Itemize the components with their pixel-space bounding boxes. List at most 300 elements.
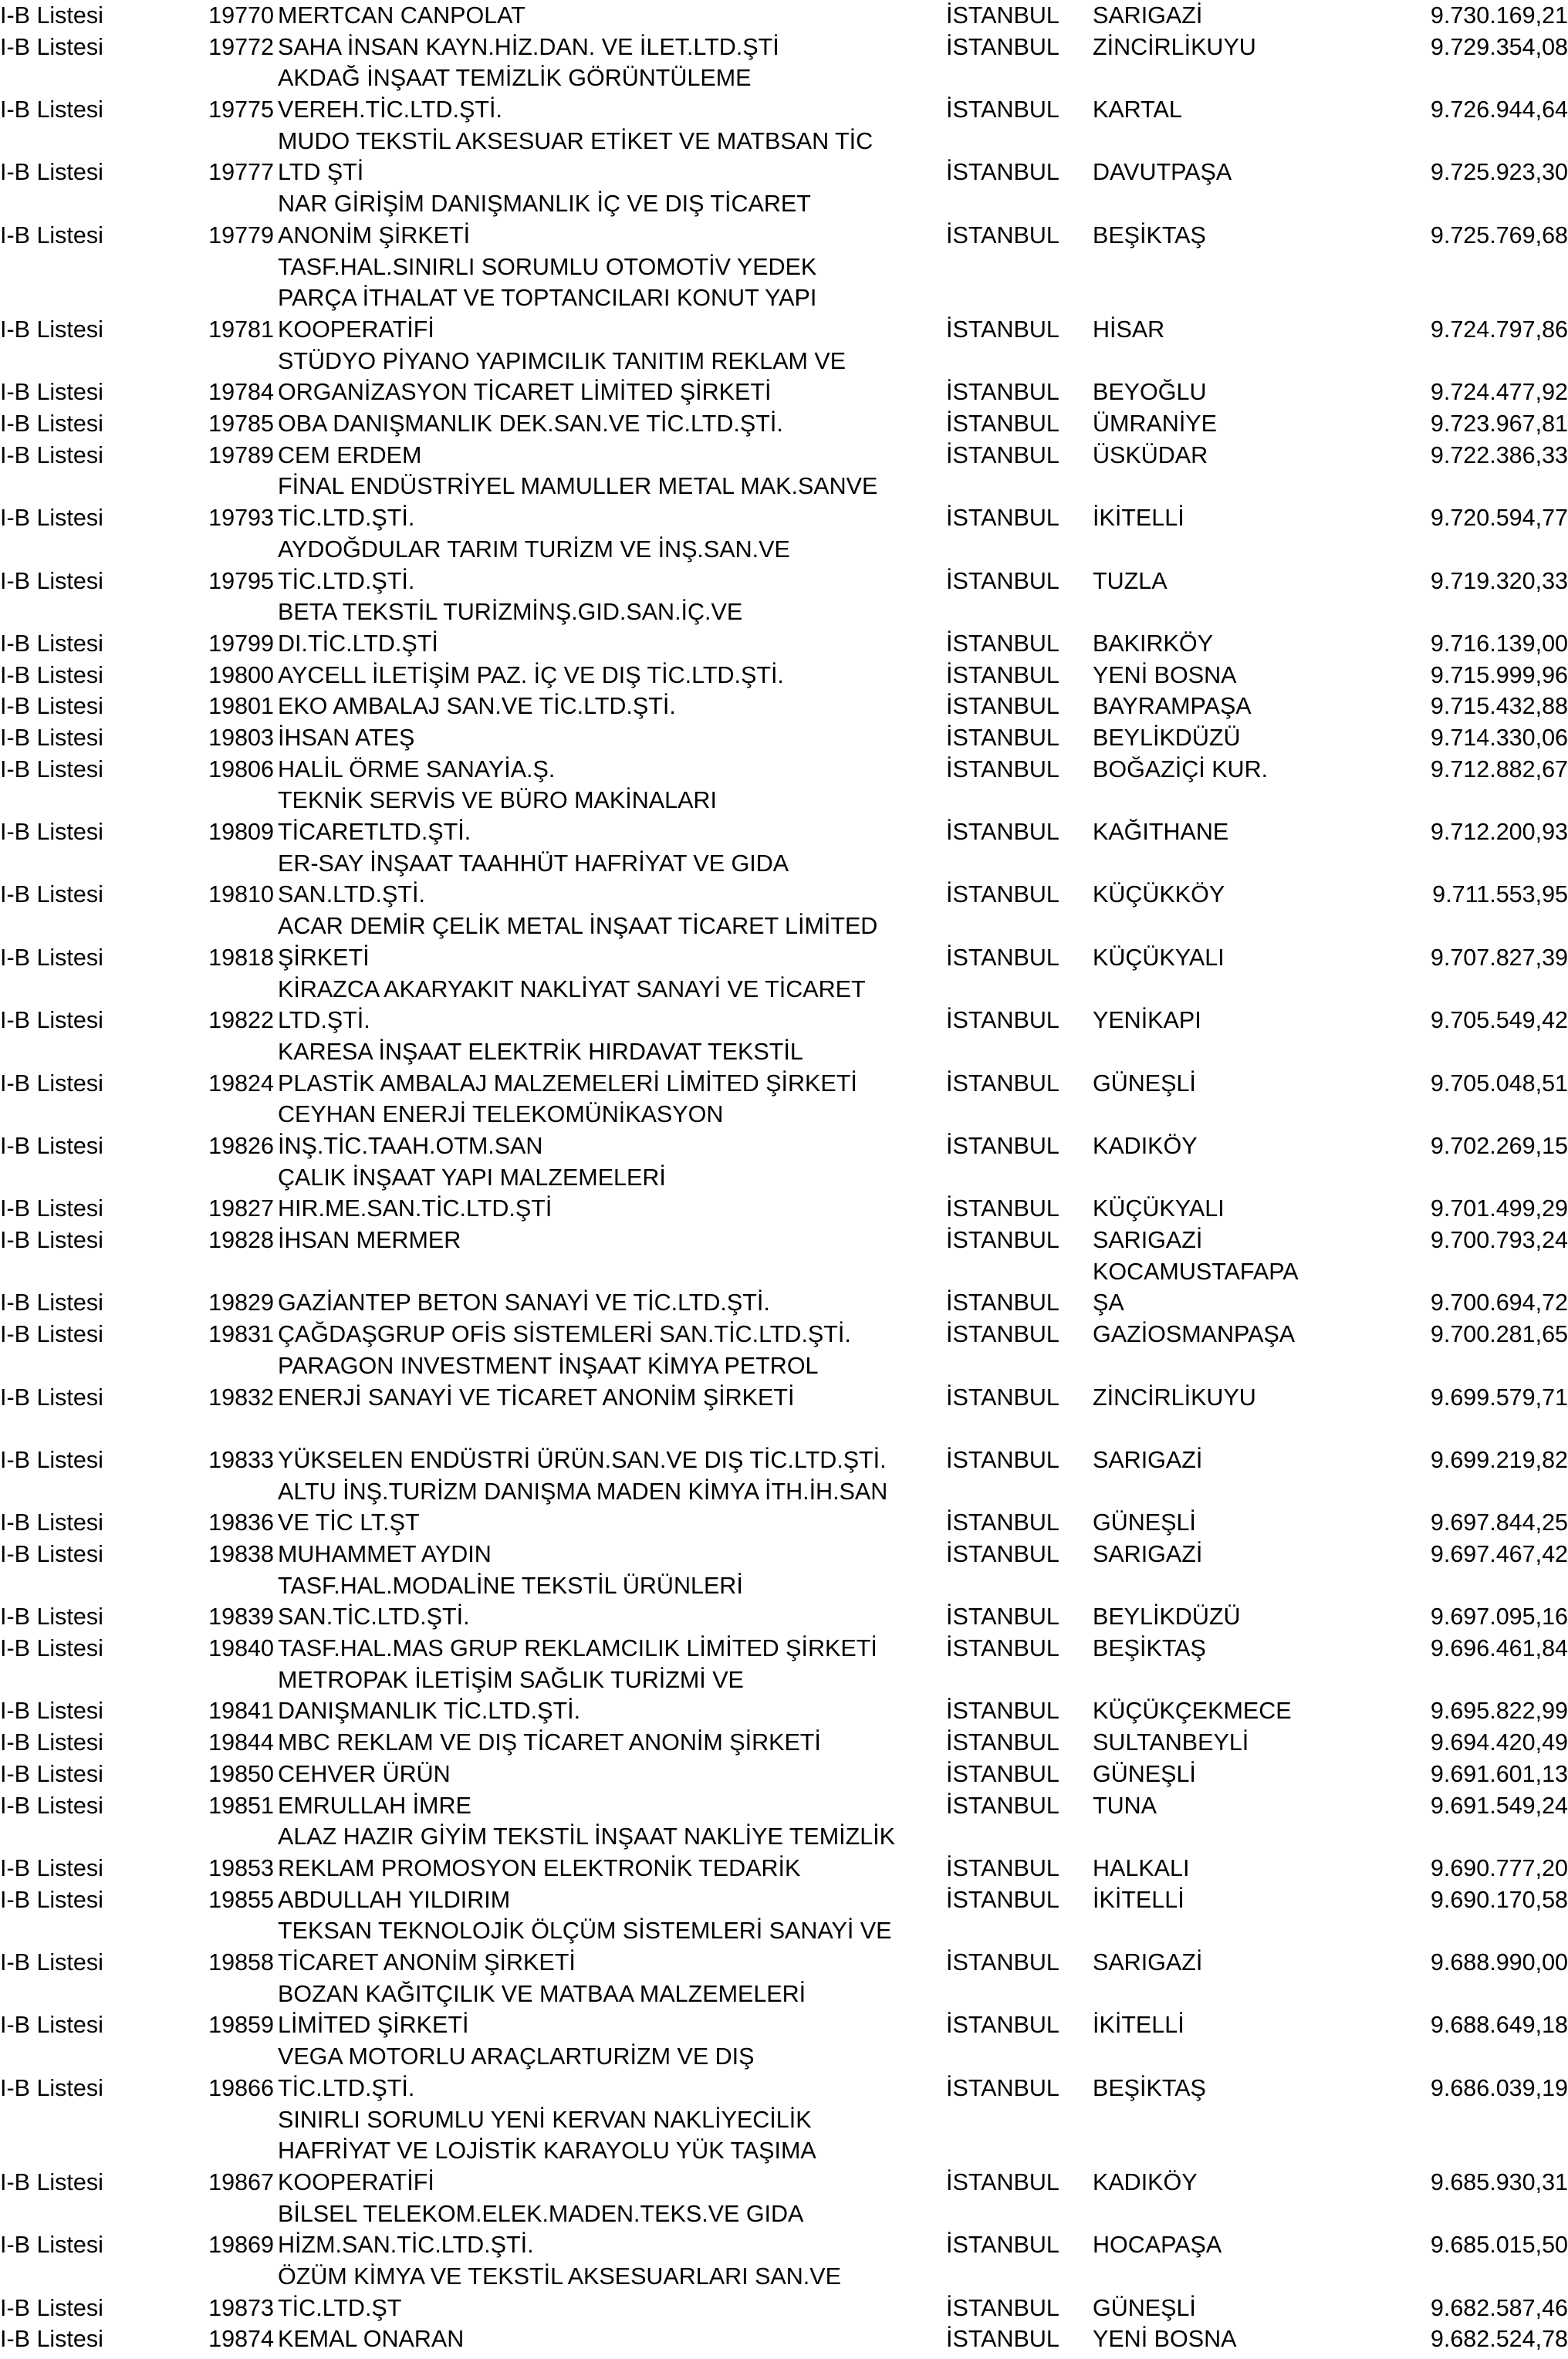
company-name-line: TEKSAN TEKNOLOJİK ÖLÇÜM SİSTEMLERİ SANAYİ VE <box>278 1918 892 1945</box>
company-name-line: BOZAN KAĞITÇILIK VE MATBAA MALZEMELERİ <box>278 1980 806 2007</box>
company-name-line: ENERJİ SANAYİ VE TİCARET ANONİM ŞİRKETİ <box>278 1384 795 1411</box>
table-row <box>0 1413 1568 1475</box>
record-number-cell: 19867 <box>208 2168 274 2195</box>
record-number-cell: 19795 <box>208 567 274 594</box>
record-number-cell: 19851 <box>208 1792 274 1819</box>
amount-cell: 9.700.281,65 <box>1430 1321 1568 1348</box>
company-name-line: HAFRİYAT VE LOJİSTİK KARAYOLU YÜK TAŞIMA <box>278 2138 816 2165</box>
company-name-cell <box>278 691 676 722</box>
city-cell: İSTANBUL <box>946 567 1059 594</box>
table-row <box>0 1225 1568 1256</box>
company-name-cell <box>278 471 877 533</box>
company-name-line: ÖZÜM KİMYA VE TEKSTİL AKSESUARLARI SAN.VE <box>278 2263 841 2290</box>
district-line: GÜNEŞLİ <box>1093 2294 1196 2321</box>
city-cell: İSTANBUL <box>946 724 1059 751</box>
company-name-line: KARESA İNŞAAT ELEKTRİK HIRDAVAT TEKSTİL <box>278 1038 803 1065</box>
district-cell <box>1093 408 1217 440</box>
record-number-cell: 19801 <box>208 693 274 720</box>
company-name-line: GAZİANTEP BETON SANAYİ VE TİC.LTD.ŞTİ. <box>278 1289 770 1316</box>
company-name-cell <box>278 597 742 659</box>
city-cell: İSTANBUL <box>946 1604 1059 1631</box>
district-cell <box>1093 1539 1202 1570</box>
record-number-cell: 19873 <box>208 2294 274 2321</box>
company-name-line: MUDO TEKSTİL AKSESUAR ETİKET VE MATBSAN TİC <box>278 127 874 154</box>
table-row <box>0 1727 1568 1759</box>
table-row <box>0 1759 1568 1790</box>
company-name-line: HİZM.SAN.TİC.LTD.ŞTİ. <box>278 2232 534 2259</box>
company-name-cell <box>278 2261 841 2324</box>
amount-cell: 9.714.330,06 <box>1430 724 1568 751</box>
district-cell <box>1093 1319 1295 1350</box>
company-name-line: VEGA MOTORLU ARAÇLARTURİZM VE DIŞ <box>278 2043 755 2070</box>
company-name-line: DI.TİC.LTD.ŞTİ <box>278 630 438 657</box>
list-type-cell: I-B Listesi <box>0 2168 103 2195</box>
list-type-cell: I-B Listesi <box>0 2074 103 2101</box>
city-cell: İSTANBUL <box>946 2232 1059 2259</box>
record-number-cell: 19803 <box>208 724 274 751</box>
list-type-cell: I-B Listesi <box>0 316 103 343</box>
city-cell: İSTANBUL <box>946 159 1059 186</box>
company-name-line: PLASTİK AMBALAJ MALZEMELERİ LİMİTED ŞİRKETİ <box>278 1070 857 1097</box>
district-cell <box>1093 157 1232 188</box>
city-cell: İSTANBUL <box>946 1635 1059 1662</box>
city-cell: İSTANBUL <box>946 1854 1059 1881</box>
company-name-cell <box>278 1350 819 1413</box>
company-name-line: EMRULLAH İMRE <box>278 1792 471 1819</box>
city-cell: İSTANBUL <box>946 1760 1059 1787</box>
table-row <box>0 2041 1568 2104</box>
district-cell <box>1093 628 1213 660</box>
list-type-cell: I-B Listesi <box>0 661 103 688</box>
table-row <box>0 848 1568 911</box>
company-name-line: VEREH.TİC.LTD.ŞTİ. <box>278 96 502 123</box>
record-number-cell: 19827 <box>208 1195 274 1222</box>
record-number-cell: 19831 <box>208 1321 274 1348</box>
district-cell <box>1093 2009 1184 2041</box>
company-name-line: ORGANİZASYON TİCARET LİMİTED ŞİRKETİ <box>278 379 772 406</box>
district-line: KÜÇÜKÇEKMECE <box>1093 1698 1292 1725</box>
city-cell: İSTANBUL <box>946 1446 1059 1473</box>
district-line: HOCAPAŞA <box>1093 2232 1222 2259</box>
list-type-cell: I-B Listesi <box>0 1854 103 1881</box>
record-number-cell: 19770 <box>208 2 274 29</box>
amount-cell: 9.682.524,78 <box>1430 2326 1568 2353</box>
city-cell: İSTANBUL <box>946 2168 1059 2195</box>
amount-cell: 9.716.139,00 <box>1430 630 1568 657</box>
table-row <box>0 911 1568 973</box>
district-line: HİSAR <box>1093 316 1165 343</box>
company-name-line: İHSAN ATEŞ <box>278 724 415 751</box>
list-type-cell: I-B Listesi <box>0 1729 103 1756</box>
district-line: HALKALI <box>1093 1854 1190 1881</box>
district-cell <box>1093 660 1236 691</box>
district-line: BEYOĞLU <box>1093 379 1207 406</box>
district-line: ÜSKÜDAR <box>1093 441 1208 468</box>
table-row <box>0 1570 1568 1633</box>
company-name-line: TASF.HAL.SINIRLI SORUMLU OTOMOTİV YEDEK <box>278 253 817 280</box>
record-number-cell: 19836 <box>208 1509 274 1536</box>
amount-cell: 9.685.930,31 <box>1430 2168 1568 2195</box>
amount-cell: 9.700.694,72 <box>1430 1289 1568 1316</box>
amount-cell: 9.712.882,67 <box>1430 755 1568 782</box>
table-row <box>0 2261 1568 2324</box>
list-type-cell: I-B Listesi <box>0 33 103 60</box>
table-row <box>0 1036 1568 1099</box>
list-type-cell: I-B Listesi <box>0 505 103 532</box>
district-line: DAVUTPAŞA <box>1093 159 1232 186</box>
district-line: GÜNEŞLİ <box>1093 1070 1196 1097</box>
amount-cell: 9.695.822,99 <box>1430 1698 1568 1725</box>
district-cell <box>1093 1601 1241 1633</box>
district-cell <box>1093 377 1206 408</box>
company-name-cell <box>278 0 525 32</box>
list-type-cell: I-B Listesi <box>0 96 103 123</box>
company-name-cell <box>278 126 873 188</box>
district-line: KADIKÖY <box>1093 2168 1198 2195</box>
district-line: KADIKÖY <box>1093 1132 1198 1159</box>
table-row <box>0 0 1568 32</box>
city-cell: İSTANBUL <box>946 944 1059 971</box>
district-line: BEŞİKTAŞ <box>1093 1635 1206 1662</box>
district-cell <box>1093 1727 1249 1759</box>
city-cell: İSTANBUL <box>946 2 1059 29</box>
company-name-line: LİMİTED ŞİRKETİ <box>278 2012 469 2039</box>
company-name-line: TEKNİK SERVİS VE BÜRO MAKİNALARI <box>278 787 717 814</box>
company-name-cell <box>278 1884 510 1916</box>
district-line: KOCAMUSTAFAPA <box>1093 1258 1299 1285</box>
company-name-line: EKO AMBALAJ SAN.VE TİC.LTD.ŞTİ. <box>278 693 676 720</box>
district-cell <box>1093 502 1184 534</box>
company-name-line: SINIRLI SORUMLU YENİ KERVAN NAKLİYECİLİK <box>278 2106 812 2133</box>
record-number-cell: 19789 <box>208 441 274 468</box>
table-row <box>0 1350 1568 1413</box>
record-number-cell: 19777 <box>208 159 274 186</box>
district-cell <box>1093 1633 1206 1664</box>
list-type-cell: I-B Listesi <box>0 2326 103 2353</box>
company-name-cell <box>278 2104 816 2198</box>
list-type-cell: I-B Listesi <box>0 2232 103 2259</box>
district-cell <box>1093 94 1182 126</box>
city-cell: İSTANBUL <box>946 1886 1059 1913</box>
table-row <box>0 1633 1568 1664</box>
amount-cell: 9.690.170,58 <box>1430 1886 1568 1913</box>
amount-cell: 9.724.797,86 <box>1430 316 1568 343</box>
company-name-cell <box>278 660 784 691</box>
list-type-cell: I-B Listesi <box>0 1289 103 1316</box>
company-name-line: KEMAL ONARAN <box>278 2326 465 2353</box>
company-name-line <box>278 1413 887 1445</box>
company-name-line: ABDULLAH YILDIRIM <box>278 1886 511 1913</box>
list-type-cell: I-B Listesi <box>0 819 103 846</box>
company-name-line: MUHAMMET AYDIN <box>278 1541 492 1567</box>
list-type-cell: I-B Listesi <box>0 881 103 908</box>
company-name-line: DANIŞMANLIK TİC.LTD.ŞTİ. <box>278 1698 581 1725</box>
district-cell <box>1093 754 1268 786</box>
record-number-cell: 19826 <box>208 1132 274 1159</box>
list-type-cell: I-B Listesi <box>0 724 103 751</box>
record-number-cell: 19850 <box>208 1760 274 1787</box>
company-name-line: SAN.LTD.ŞTİ. <box>278 881 425 908</box>
amount-cell: 9.724.477,92 <box>1430 379 1568 406</box>
record-number-cell: 19793 <box>208 505 274 532</box>
company-name-line: SAN.TİC.LTD.ŞTİ. <box>278 1604 470 1631</box>
list-type-cell: I-B Listesi <box>0 1635 103 1662</box>
district-line: ŞA <box>1093 1289 1124 1316</box>
list-type-cell: I-B Listesi <box>0 2 103 29</box>
table-row <box>0 471 1568 533</box>
amount-cell: 9.715.432,88 <box>1430 693 1568 720</box>
company-name-line: HIR.ME.SAN.TİC.LTD.ŞTİ <box>278 1195 553 1222</box>
district-line: SARIGAZİ <box>1093 1949 1203 1975</box>
company-name-cell <box>278 32 779 63</box>
list-type-cell: I-B Listesi <box>0 1541 103 1567</box>
list-type-cell: I-B Listesi <box>0 693 103 720</box>
district-cell <box>1093 691 1252 722</box>
list-type-cell: I-B Listesi <box>0 221 103 248</box>
company-name-cell <box>278 722 414 754</box>
district-cell <box>1093 1507 1196 1539</box>
table-row <box>0 691 1568 722</box>
district-cell <box>1093 816 1228 848</box>
list-type-cell: I-B Listesi <box>0 1384 103 1411</box>
record-number-cell: 19810 <box>208 881 274 908</box>
company-name-cell <box>278 2324 464 2355</box>
list-type-cell: I-B Listesi <box>0 1792 103 1819</box>
record-number-cell: 19855 <box>208 1886 274 1913</box>
record-number-cell: 19822 <box>208 1007 274 1034</box>
company-name-cell <box>278 252 816 346</box>
list-type-cell: I-B Listesi <box>0 567 103 594</box>
record-number-cell: 19781 <box>208 316 274 343</box>
record-number-cell: 19784 <box>208 379 274 406</box>
amount-cell: 9.729.354,08 <box>1430 33 1568 60</box>
company-name-cell <box>278 1570 743 1633</box>
city-cell: İSTANBUL <box>946 505 1059 532</box>
amount-cell: 9.705.549,42 <box>1430 1007 1568 1034</box>
city-cell: İSTANBUL <box>946 1227 1059 1254</box>
amount-cell: 9.711.553,95 <box>1432 881 1568 908</box>
city-cell: İSTANBUL <box>946 96 1059 123</box>
amount-cell: 9.688.649,18 <box>1430 2012 1568 2039</box>
amount-cell: 9.685.015,50 <box>1430 2232 1568 2259</box>
list-type-cell: I-B Listesi <box>0 379 103 406</box>
amount-cell: 9.688.990,00 <box>1430 1949 1568 1975</box>
table-row <box>0 1915 1568 1978</box>
record-number-cell: 19785 <box>208 411 274 438</box>
list-type-cell: I-B Listesi <box>0 1195 103 1222</box>
table-row <box>0 1099 1568 1161</box>
amount-cell: 9.697.467,42 <box>1430 1541 1568 1567</box>
district-line: ZİNCİRLİKUYU <box>1093 33 1256 60</box>
city-cell: İSTANBUL <box>946 2326 1059 2353</box>
district-cell <box>1093 2073 1206 2104</box>
table-row <box>0 660 1568 691</box>
amount-cell: 9.722.386,33 <box>1430 441 1568 468</box>
company-name-line: YÜKSELEN ENDÜSTRİ ÜRÜN.SAN.VE DIŞ TİC.LTD.ŞTİ. <box>278 1446 887 1473</box>
amount-cell: 9.700.793,24 <box>1430 1227 1568 1254</box>
record-number-cell: 19874 <box>208 2326 274 2353</box>
company-name-line: TİCARETLTD.ŞTİ. <box>278 819 471 846</box>
company-name-line: ÇALIK İNŞAAT YAPI MALZEMELERİ <box>278 1164 666 1191</box>
amount-cell: 9.720.594,77 <box>1430 505 1568 532</box>
company-name-cell <box>278 1633 877 1664</box>
record-number-cell: 19818 <box>208 944 274 971</box>
city-cell: İSTANBUL <box>946 1949 1059 1975</box>
district-cell <box>1093 1884 1184 1916</box>
district-line: İKİTELLİ <box>1093 1886 1184 1913</box>
company-name-line: TİCARET ANONİM ŞİRKETİ <box>278 1949 576 1975</box>
city-cell: İSTANBUL <box>946 2294 1059 2321</box>
city-cell: İSTANBUL <box>946 630 1059 657</box>
company-name-line: SAHA İNSAN KAYN.HİZ.DAN. VE İLET.LTD.ŞTİ <box>278 33 779 60</box>
city-cell: İSTANBUL <box>946 1321 1059 1348</box>
company-name-cell <box>278 1413 887 1475</box>
amount-cell: 9.723.967,81 <box>1430 411 1568 438</box>
company-name-line: MBC REKLAM VE DIŞ TİCARET ANONİM ŞİRKETİ <box>278 1729 821 1756</box>
table-row <box>0 1256 1568 1319</box>
company-name-line: TİC.LTD.ŞT <box>278 2294 402 2321</box>
company-name-line: KİRAZCA AKARYAKIT NAKLİYAT SANAYİ VE TİCARET <box>278 975 866 1002</box>
company-name-cell <box>278 1319 851 1350</box>
city-cell: İSTANBUL <box>946 661 1059 688</box>
table-row <box>0 2198 1568 2261</box>
district-line: BEŞİKTAŞ <box>1093 2074 1206 2101</box>
table-row <box>0 252 1568 346</box>
amount-cell: 9.725.769,68 <box>1430 221 1568 248</box>
district-line: KARTAL <box>1093 96 1182 123</box>
district-cell <box>1093 1853 1189 1884</box>
district-cell <box>1093 1695 1292 1727</box>
list-type-cell: I-B Listesi <box>0 1698 103 1725</box>
company-name-cell <box>278 1162 666 1225</box>
list-type-cell: I-B Listesi <box>0 944 103 971</box>
city-cell: İSTANBUL <box>946 1132 1059 1159</box>
district-cell <box>1093 1005 1201 1036</box>
table-row <box>0 346 1568 408</box>
district-line: KAĞITHANE <box>1093 819 1229 846</box>
table-row <box>0 1664 1568 1727</box>
amount-cell: 9.682.587,46 <box>1430 2294 1568 2321</box>
company-name-line: ALTU İNŞ.TURİZM DANIŞMA MADEN KİMYA İTH.İH.SAN <box>278 1478 888 1505</box>
company-name-cell <box>278 534 790 597</box>
district-cell <box>1093 1256 1299 1319</box>
company-name-line: ACAR DEMİR ÇELİK METAL İNŞAAT TİCARET LİMİTED <box>278 913 878 940</box>
district-line: SARIGAZİ <box>1093 2 1203 29</box>
list-type-cell: I-B Listesi <box>0 159 103 186</box>
city-cell: İSTANBUL <box>946 1070 1059 1097</box>
amount-cell: 9.705.048,51 <box>1430 1070 1568 1097</box>
company-name-cell <box>278 848 789 911</box>
amount-cell: 9.725.923,30 <box>1430 159 1568 186</box>
city-cell: İSTANBUL <box>946 411 1059 438</box>
city-cell: İSTANBUL <box>946 1195 1059 1222</box>
table-row <box>0 597 1568 659</box>
district-cell <box>1093 220 1206 252</box>
table-row <box>0 32 1568 63</box>
list-type-cell: I-B Listesi <box>0 1070 103 1097</box>
list-type-cell: I-B Listesi <box>0 1227 103 1254</box>
list-type-cell: I-B Listesi <box>0 630 103 657</box>
list-type-cell: I-B Listesi <box>0 1132 103 1159</box>
city-cell: İSTANBUL <box>946 441 1059 468</box>
record-number-cell: 19779 <box>208 221 274 248</box>
company-name-cell <box>278 1476 887 1539</box>
amount-cell: 9.726.944,64 <box>1430 96 1568 123</box>
table-row <box>0 785 1568 847</box>
district-cell <box>1093 1947 1202 1979</box>
district-line: YENİKAPI <box>1093 1007 1201 1034</box>
record-number-cell: 19806 <box>208 755 274 782</box>
company-name-line: REKLAM PROMOSYON ELEKTRONİK TEDARİK <box>278 1854 801 1881</box>
company-name-cell <box>278 408 783 440</box>
record-number-cell: 19775 <box>208 96 274 123</box>
record-number-cell: 19799 <box>208 630 274 657</box>
amount-cell: 9.691.601,13 <box>1430 1760 1568 1787</box>
district-line: KÜÇÜKYALI <box>1093 944 1225 971</box>
table-row <box>0 188 1568 251</box>
amount-cell: 9.697.844,25 <box>1430 1509 1568 1536</box>
city-cell: İSTANBUL <box>946 1509 1059 1536</box>
district-cell <box>1093 2167 1198 2198</box>
company-name-cell <box>278 1099 723 1161</box>
company-name-line: LTD.ŞTİ. <box>278 1007 370 1034</box>
list-type-cell: I-B Listesi <box>0 1604 103 1631</box>
company-name-line: NAR GİRİŞİM DANIŞMANLIK İÇ VE DIŞ TİCARET <box>278 191 811 218</box>
company-name-cell <box>278 440 421 471</box>
record-number-cell: 19829 <box>208 1289 274 1316</box>
company-name-line: AKDAĞ İNŞAAT TEMİZLİK GÖRÜNTÜLEME <box>278 65 752 92</box>
district-line: SULTANBEYLİ <box>1093 1729 1249 1756</box>
district-cell <box>1093 1445 1202 1476</box>
city-cell: İSTANBUL <box>946 819 1059 846</box>
list-type-cell: I-B Listesi <box>0 1949 103 1975</box>
district-line: GÜNEŞLİ <box>1093 1509 1196 1536</box>
table-row <box>0 1476 1568 1539</box>
company-name-cell <box>278 1790 471 1822</box>
record-number-cell: 19858 <box>208 1949 274 1975</box>
company-name-line: TİC.LTD.ŞTİ. <box>278 2074 415 2101</box>
district-cell <box>1093 2293 1196 2324</box>
city-cell: İSTANBUL <box>946 1384 1059 1411</box>
table-row <box>0 63 1568 125</box>
company-name-line: STÜDYO PİYANO YAPIMCILIK TANITIM REKLAM VE <box>278 347 847 374</box>
company-name-cell <box>278 911 877 973</box>
list-type-cell: I-B Listesi <box>0 2294 103 2321</box>
company-name-cell <box>278 1287 770 1319</box>
record-number-cell: 19840 <box>208 1635 274 1662</box>
record-number-cell: 19859 <box>208 2012 274 2039</box>
district-line: TUNA <box>1093 1792 1157 1819</box>
list-type-cell: I-B Listesi <box>0 441 103 468</box>
record-number-cell: 19800 <box>208 661 274 688</box>
company-name-cell <box>278 2041 754 2104</box>
company-name-line: KOOPERATİFİ <box>278 2168 434 2195</box>
company-name-line: ÇAĞDAŞGRUP OFİS SİSTEMLERİ SAN.TİC.LTD.ŞTİ. <box>278 1321 851 1348</box>
company-name-cell <box>278 1036 857 1099</box>
company-name-line: METROPAK İLETİŞİM SAĞLIK TURİZMİ VE <box>278 1666 744 1693</box>
district-line: SARIGAZİ <box>1093 1227 1203 1254</box>
table-row <box>0 722 1568 754</box>
district-line: TUZLA <box>1093 567 1168 594</box>
district-line: ÜMRANİYE <box>1093 411 1217 438</box>
company-name-line: PARÇA İTHALAT VE TOPTANCILARI KONUT YAPI <box>278 285 817 312</box>
district-line: ZİNCİRLİKUYU <box>1093 1384 1256 1411</box>
record-number-cell: 19844 <box>208 1729 274 1756</box>
table-row <box>0 1162 1568 1225</box>
company-name-cell <box>278 1664 744 1727</box>
company-name-line: ER-SAY İNŞAAT TAAHHÜT HAFRİYAT VE GIDA <box>278 850 789 877</box>
amount-cell: 9.699.579,71 <box>1430 1384 1568 1411</box>
